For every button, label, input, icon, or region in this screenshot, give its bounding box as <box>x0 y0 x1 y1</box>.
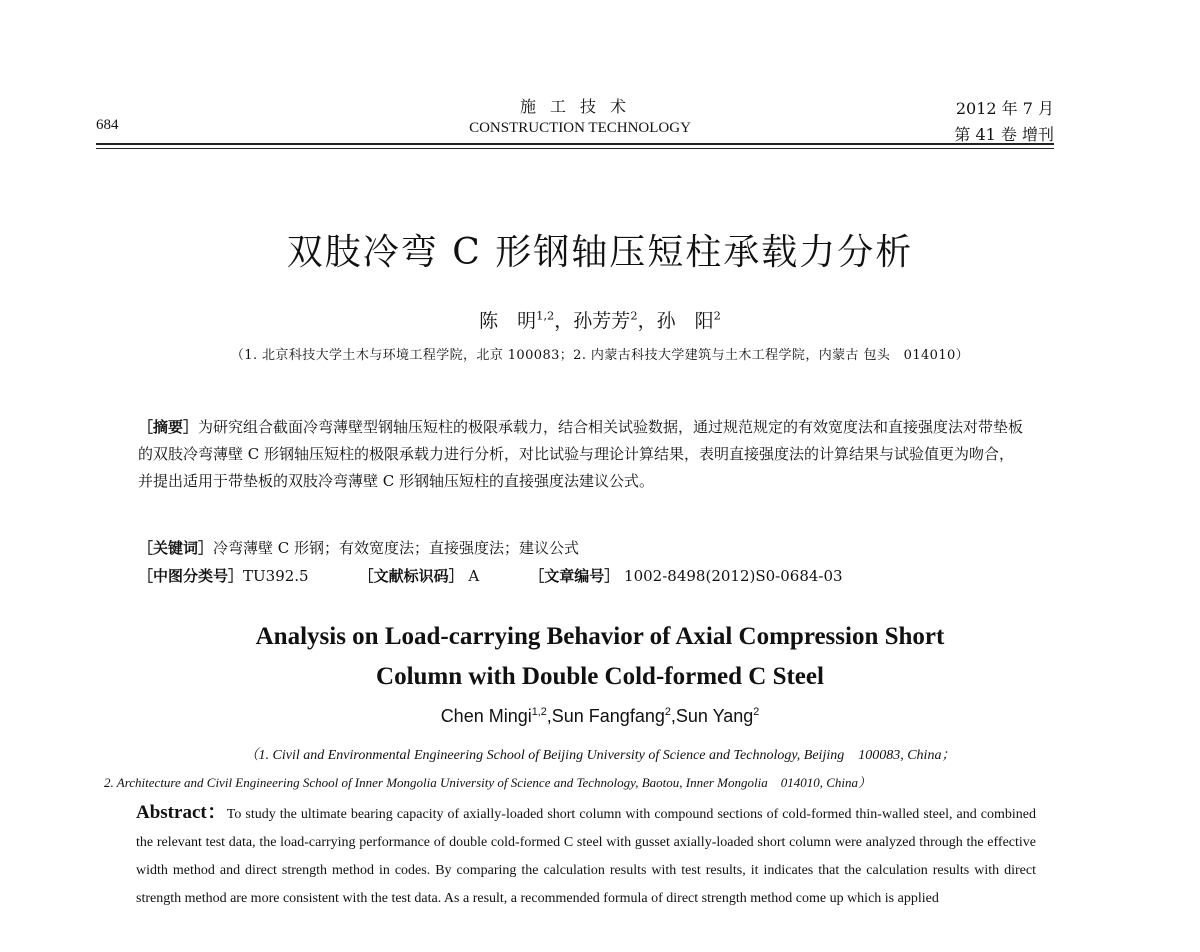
keywords-cn <box>138 535 1028 562</box>
author-name-en: Sun Yang <box>675 706 754 726</box>
affiliation-en-1: （1. Civil and Environmental Engineering School of Beijing University of Science and Technology, Beijing 100083, China； <box>244 748 956 763</box>
affiliation-cn: （1. 北京科技大学土木与环境工程学院，北京 100083；2. 内蒙古科技大学建筑与土木工程学院，内蒙古 包头 014010） <box>230 348 970 363</box>
paper-title-en-line1: Analysis on Load-carrying Behavior of Axial Compression Short <box>255 623 945 650</box>
author-name: 陈 明 <box>479 310 537 332</box>
author-separator: , <box>546 706 552 726</box>
issue-date: 2012 年 7 月 <box>955 99 1054 118</box>
author-affil-mark: 2 <box>753 706 760 718</box>
abstract-cn <box>138 414 1028 495</box>
authors-cn <box>0 306 1200 333</box>
author-affil-mark: 1,2 <box>531 706 547 718</box>
doc-code-label: ［文献标识码］ <box>358 567 464 585</box>
article-no-value: 1002-8498(2012)S0-0684-03 <box>624 567 843 585</box>
doc-code-value: A <box>468 567 480 585</box>
article-no-label: ［文章编号］ <box>529 567 620 585</box>
abstract-cn-label: ［摘要］ <box>138 418 199 436</box>
abstract-en-colon: ： <box>206 802 227 823</box>
classification-row <box>138 563 1028 590</box>
author-name: 孙芳芳 <box>573 310 631 332</box>
author-affil-mark: 1,2 <box>536 308 555 323</box>
author-name-en: Chen Mingi <box>440 706 532 726</box>
issue-volume: 第 41 卷 增刊 <box>954 125 1054 144</box>
clc-value: TU392.5 <box>243 567 309 585</box>
keywords-cn-text: 冷弯薄壁 C 形钢；有效宽度法；直接强度法；建议公式 <box>213 539 580 557</box>
header-rule-thick <box>96 143 1054 145</box>
author-separator: , <box>670 706 676 726</box>
clc-label: ［中图分类号］ <box>138 567 244 585</box>
author-name-en: Sun Fangfang <box>551 706 665 726</box>
author-affil-mark: 2 <box>630 308 638 323</box>
affiliation-en-2: 2. Architecture and Civil Engineering School of Inner Mongolia University of Science and Technology, Baotou, Inner Mongolia 014010, China） <box>104 775 872 790</box>
author-affil-mark: 2 <box>664 706 671 718</box>
paper-title-en-line2: Column with Double Cold-formed C Steel <box>376 663 824 690</box>
paper-title-cn: 双肢冷弯 C 形钢轴压短柱承载力分析 <box>286 232 914 273</box>
journal-title-en: CONSTRUCTION TECHNOLOGY <box>469 120 691 136</box>
paper-title-en <box>0 617 1200 697</box>
author-name: 孙 阳 <box>656 310 714 332</box>
abstract-en <box>136 799 1036 913</box>
abstract-cn-text: 为研究组合截面冷弯薄壁型钢轴压短柱的极限承载力，结合相关试验数据，通过规范规定的有效宽度法和直接强度法对带垫板的双肢冷弯薄壁 C 形钢轴压短柱的极限承载力进行分析，对比试验与理论计算结果，表明直接强度法的计算结果与试验值更为吻合，并提出适用于带垫板的双肢冷弯薄壁 C 形钢轴压短柱的直接强度法建议公式。 <box>138 418 1024 490</box>
header-rule-thin <box>96 148 1054 149</box>
abstract-en-text: To study the ultimate bearing capacity of axially-loaded short column with compound sections of cold-formed thin-walled steel, and combined the relevant test data, the load-carrying performance of double cold-formed C steel with gusset axially-loaded short column were analyzed through the effective width method and direct strength method in codes. By comparing the calculation results with test results, it indicates that the calculation results with direct strength method are more consistent with the test data. As a result, a recommended formula of direct strength method come up which is applied <box>136 807 1036 906</box>
abstract-en-label: Abstract <box>136 802 207 823</box>
keywords-cn-label: ［关键词］ <box>138 539 214 557</box>
journal-title-cn: 施工技术 <box>519 97 640 116</box>
page-number: 684 <box>96 117 119 133</box>
author-separator: ， <box>554 310 574 332</box>
author-separator: ， <box>637 310 657 332</box>
authors-en <box>0 706 1200 727</box>
author-affil-mark: 2 <box>713 308 721 323</box>
